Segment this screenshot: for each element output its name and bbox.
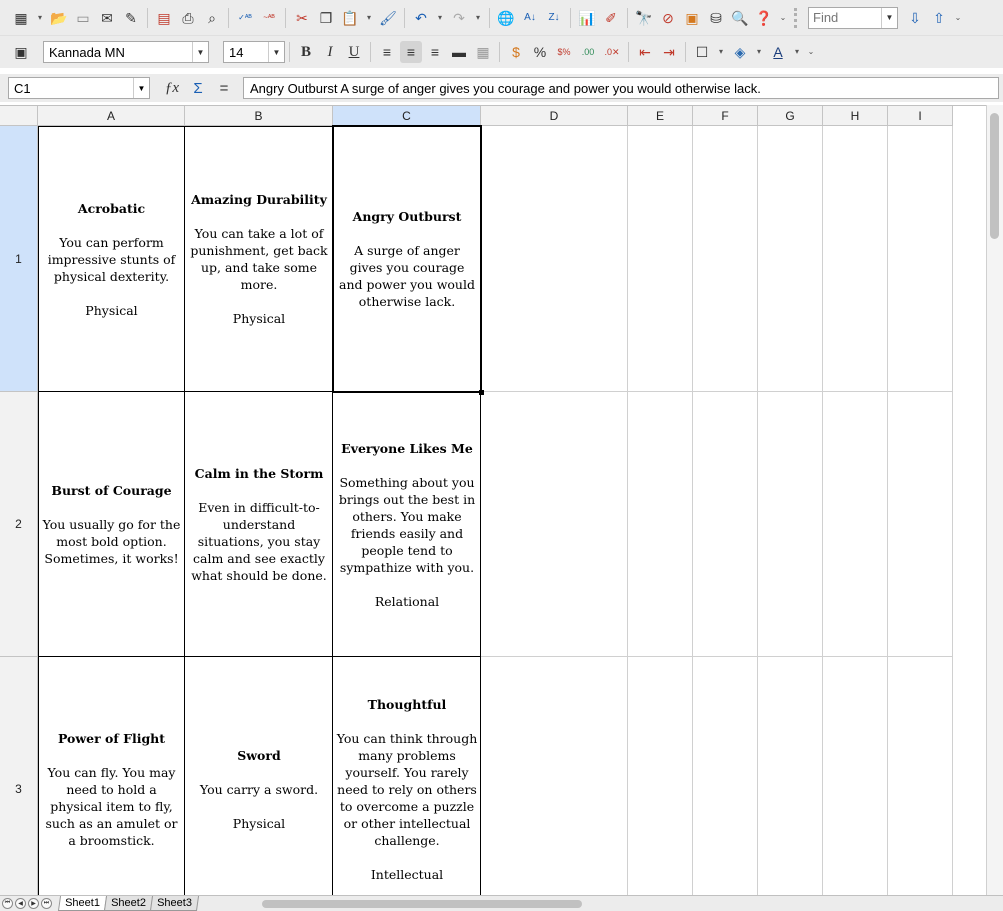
undo-dropdown-arrow-icon[interactable]: ▾ — [437, 12, 442, 22]
cell-d3[interactable] — [481, 657, 628, 895]
card-title: Burst of Courage — [51, 483, 172, 498]
separator — [370, 42, 371, 62]
row-header-1[interactable]: 1 — [0, 126, 38, 392]
first-sheet-icon[interactable]: ⏮ — [2, 898, 13, 909]
add-decimal-icon[interactable]: .00 — [581, 46, 595, 57]
font-name-value: Kannada MN — [49, 44, 125, 60]
borders-dropdown-icon[interactable]: ▾ — [718, 47, 723, 56]
separator — [147, 8, 148, 28]
card-title: Calm in the Storm — [194, 466, 324, 481]
background-color-dropdown-icon[interactable]: ▾ — [756, 47, 761, 56]
card-category: Physical — [232, 816, 286, 831]
separator — [489, 8, 490, 28]
card-category: Intellectual — [370, 867, 444, 882]
card-title: Power of Flight — [57, 731, 166, 746]
underline-button[interactable]: U — [348, 43, 360, 60]
spellcheck-icon[interactable]: ✓ᴬᴮ — [238, 12, 252, 22]
sum-icon[interactable]: Σ — [193, 79, 203, 97]
horizontal-scrollbar-thumb[interactable] — [262, 900, 582, 908]
name-box[interactable] — [8, 77, 150, 99]
card-description: You can perform impressive stunts of physical dexterity. — [47, 234, 176, 284]
column-header-i[interactable]: I — [888, 106, 953, 126]
font-size-dropdown-icon[interactable]: ▼ — [268, 42, 284, 62]
navigator-icon[interactable]: ⊘ — [662, 9, 674, 26]
cell-content-c2 — [333, 392, 481, 657]
find-replace-icon[interactable]: 🔭 — [635, 9, 653, 26]
separator — [570, 8, 571, 28]
help-icon[interactable]: ❓ — [755, 9, 773, 26]
formula-bar — [0, 74, 1003, 102]
toolbar-overflow-icon[interactable]: ⌄ — [779, 12, 787, 22]
card-category: Physical — [85, 302, 138, 318]
card-category: Physical — [232, 311, 286, 326]
separator — [627, 8, 628, 28]
find-placeholder: Find — [813, 10, 839, 25]
spreadsheet-grid — [0, 105, 986, 895]
sheet-tab-label: Sheet2 — [110, 897, 146, 909]
open-folder-icon[interactable]: 📂 — [50, 9, 68, 26]
cell-i2[interactable] — [888, 392, 953, 657]
chart-icon[interactable]: 📊 — [578, 9, 596, 26]
cell-g2[interactable] — [758, 392, 823, 657]
sheet-tab-sheet3[interactable] — [150, 896, 199, 911]
cell-f3[interactable] — [693, 657, 758, 895]
function-icon[interactable]: = — [219, 79, 229, 97]
copy-icon[interactable]: ❐ — [319, 9, 333, 26]
decrease-indent-icon[interactable]: ⇤ — [639, 44, 651, 60]
increase-indent-icon[interactable]: ⇥ — [663, 44, 675, 60]
cell-content-a3 — [38, 657, 185, 895]
formula-input[interactable]: Angry Outburst A surge of anger gives you courage and power you would otherwise lack. — [243, 77, 999, 99]
cell-content-c1 — [333, 126, 481, 392]
vertical-scrollbar-thumb[interactable] — [990, 113, 999, 239]
vertical-scrollbar[interactable] — [986, 105, 1003, 895]
data-sources-icon[interactable]: ⛁ — [710, 9, 722, 26]
percent-format-icon[interactable]: % — [533, 44, 547, 60]
separator — [404, 8, 405, 28]
cell-h3[interactable] — [823, 657, 888, 895]
column-header-b[interactable]: B — [185, 106, 333, 126]
cell-e3[interactable] — [628, 657, 693, 895]
card-category: Relational — [374, 593, 440, 609]
card-title: Thoughtful — [367, 697, 447, 712]
card-title: Angry Outburst — [352, 209, 462, 224]
save-icon[interactable]: ▭ — [76, 9, 90, 26]
cell-content-b2 — [185, 392, 333, 657]
card-description: You carry a sword. — [199, 782, 319, 797]
row-header-2[interactable]: 2 — [0, 392, 38, 657]
print-icon[interactable]: ⎙ — [182, 9, 194, 26]
column-header-f[interactable]: F — [693, 106, 758, 126]
find-toolbar-overflow-icon[interactable]: ⌄ — [954, 12, 962, 22]
previous-sheet-icon[interactable]: ◀ — [15, 898, 26, 909]
column-header-e[interactable]: E — [628, 106, 693, 126]
redo-icon[interactable]: ↷ — [453, 9, 465, 26]
cell-d1[interactable] — [481, 126, 628, 392]
zoom-icon[interactable]: 🔍 — [731, 9, 749, 26]
horizontal-scrollbar[interactable] — [258, 898, 938, 910]
column-header-c[interactable]: C — [333, 106, 481, 126]
cell-i1[interactable] — [888, 126, 953, 392]
autospellcheck-icon[interactable]: ~ᴬᴮ — [263, 12, 275, 22]
font-size-select[interactable] — [223, 41, 285, 63]
cell-i3[interactable] — [888, 657, 953, 895]
sheet-tab-label: Sheet3 — [156, 897, 192, 909]
justify-icon[interactable]: ▬ — [452, 44, 466, 60]
font-name-select[interactable] — [43, 41, 209, 63]
find-next-icon[interactable]: ⇩ — [909, 9, 921, 26]
bold-button[interactable]: B — [300, 43, 311, 60]
font-size-value: 14 — [229, 44, 244, 60]
next-sheet-icon[interactable]: ▶ — [28, 898, 39, 909]
sheet-tab-sheet2[interactable] — [104, 896, 153, 911]
background-color-icon[interactable]: ◈ — [734, 44, 746, 60]
card-title: Amazing Durability — [191, 192, 327, 207]
hyperlink-icon[interactable]: 🌐 — [497, 9, 515, 26]
sort-descending-icon[interactable]: Z↓ — [548, 11, 560, 23]
cell-e1[interactable] — [628, 126, 693, 392]
column-header-d[interactable]: D — [481, 106, 628, 126]
format-toolbar-overflow-icon[interactable]: ⌄ — [807, 47, 815, 56]
column-header-a[interactable]: A — [38, 106, 185, 126]
standard-toolbar — [0, 0, 1003, 36]
italic-button[interactable]: I — [327, 43, 333, 60]
cell-d2[interactable] — [481, 392, 628, 657]
new-document-icon[interactable]: ▦ — [14, 9, 28, 26]
draw-functions-icon[interactable]: ✐ — [605, 9, 617, 26]
card-description: A surge of anger gives you courage and power you would otherwise lack. — [339, 243, 475, 309]
name-box-value: C1 — [14, 80, 31, 96]
redo-dropdown-arrow-icon[interactable]: ▾ — [475, 12, 480, 22]
card-description: You usually go for the most bold option. Sometimes, it works! — [42, 517, 181, 566]
card-title: Sword — [237, 748, 281, 763]
gallery-icon[interactable]: ▣ — [685, 9, 699, 26]
cut-icon[interactable]: ✂ — [296, 9, 308, 26]
align-right-icon[interactable]: ≡ — [430, 44, 440, 60]
sheet-tab-label: Sheet1 — [65, 897, 100, 909]
cell-f2[interactable] — [693, 392, 758, 657]
undo-icon[interactable]: ↶ — [415, 9, 427, 26]
font-name-dropdown-icon[interactable]: ▼ — [192, 42, 208, 62]
toolbar-grip[interactable] — [794, 8, 800, 28]
font-color-icon[interactable]: A — [773, 44, 783, 60]
cell-h1[interactable] — [823, 126, 888, 392]
card-description: You can think through many problems yourself. You rarely need to rely on others to overcome a puzzle or other intellectual challenge. — [336, 731, 478, 848]
separator — [289, 42, 290, 62]
export-pdf-icon[interactable]: ▤ — [157, 9, 171, 26]
cell-content-a2 — [38, 392, 185, 657]
find-dropdown-arrow-icon[interactable]: ▼ — [881, 8, 897, 28]
card-description: You can take a lot of punishment, get back up, and take some more. — [190, 226, 328, 292]
font-color-dropdown-icon[interactable]: ▾ — [794, 47, 799, 56]
clone-formatting-icon[interactable]: 🖌 — [379, 9, 397, 26]
select-all-corner[interactable] — [0, 106, 38, 126]
find-input[interactable] — [808, 7, 898, 29]
sheet-tab-sheet1[interactable] — [58, 896, 107, 911]
print-preview-icon[interactable]: ⌕ — [208, 9, 216, 26]
paste-dropdown-arrow-icon[interactable]: ▾ — [366, 12, 371, 22]
cell-g3[interactable] — [758, 657, 823, 895]
separator — [285, 8, 286, 28]
row-header-3[interactable]: 3 — [0, 657, 38, 895]
function-wizard-icon[interactable]: ƒx — [164, 79, 180, 96]
separator — [685, 42, 686, 62]
styles-formatting-icon[interactable]: ▣ — [14, 44, 28, 60]
column-header-h[interactable]: H — [823, 106, 888, 126]
align-center-icon[interactable]: ≡ — [400, 41, 422, 63]
cell-g1[interactable] — [758, 126, 823, 392]
sheet-tab-bar — [0, 895, 1003, 911]
sheet-tabs — [60, 896, 198, 911]
last-sheet-icon[interactable]: ⏭ — [41, 898, 52, 909]
card-description: Something about you brings out the best in others. You make friends easily and people tend to sympathize with you. — [338, 474, 476, 575]
currency-format-icon[interactable]: $ — [512, 44, 520, 60]
card-title: Everyone Likes Me — [341, 440, 473, 456]
email-icon[interactable]: ✉ — [101, 9, 113, 26]
separator — [499, 42, 500, 62]
card-description: Even in difficult-to-understand situations, you stay calm and see exactly what should be done. — [191, 500, 327, 583]
cell-content-b1 — [185, 126, 333, 392]
standard-format-icon[interactable]: $% — [557, 46, 571, 57]
separator — [228, 8, 229, 28]
find-previous-icon[interactable]: ⇧ — [933, 9, 945, 26]
formatting-toolbar — [0, 36, 1003, 68]
column-header-g[interactable]: G — [758, 106, 823, 126]
edit-file-icon[interactable]: ✎ — [125, 9, 137, 26]
cell-content-a1 — [38, 126, 185, 392]
align-left-icon[interactable]: ≡ — [382, 44, 392, 60]
cell-e2[interactable] — [628, 392, 693, 657]
delete-decimal-icon[interactable]: .0✕ — [604, 46, 620, 57]
merge-cells-icon[interactable]: ▦ — [476, 44, 490, 60]
cell-content-c3 — [333, 657, 481, 895]
separator — [628, 42, 629, 62]
sort-ascending-icon[interactable]: A↓ — [524, 11, 536, 23]
cell-f1[interactable] — [693, 126, 758, 392]
cell-content-b3 — [185, 657, 333, 895]
card-description: You can fly. You may need to hold a physical item to fly, such as an amulet or a broomstick. — [45, 765, 178, 848]
paste-icon[interactable]: 📋 — [341, 9, 359, 26]
borders-icon[interactable]: ☐ — [695, 44, 709, 60]
new-dropdown-arrow-icon[interactable]: ▾ — [37, 12, 42, 22]
name-box-dropdown-icon[interactable]: ▼ — [133, 78, 149, 98]
cell-h2[interactable] — [823, 392, 888, 657]
card-title: Acrobatic — [77, 200, 146, 216]
